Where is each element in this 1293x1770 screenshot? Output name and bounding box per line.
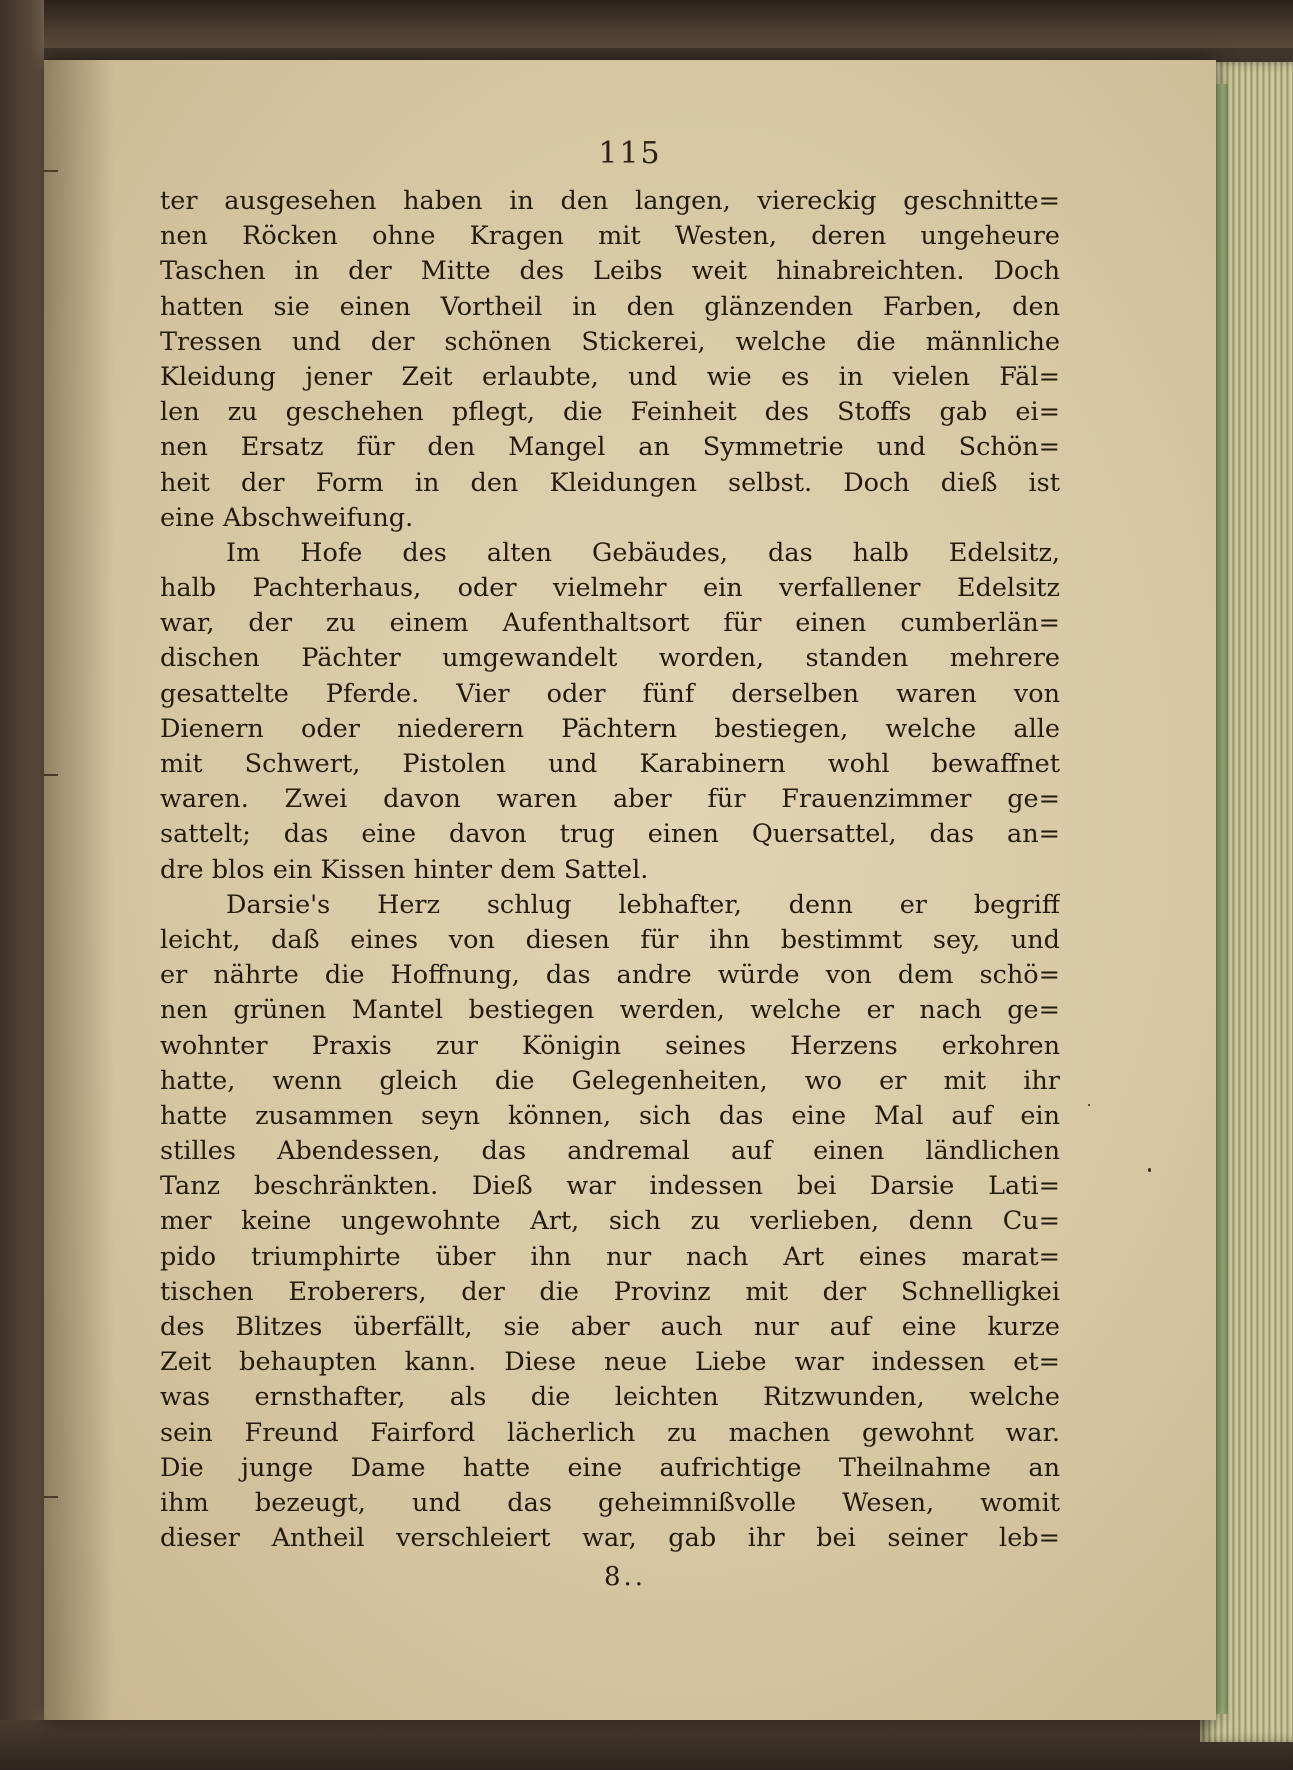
text-line: nen Ersatz für den Mangel an Symmetrie und Schön= (160, 432, 1060, 463)
text-line: hatten sie einen Vortheil in den glänzenden Farben, den (160, 291, 1060, 322)
body-text (160, 184, 1060, 1556)
text-line: heit der Form in den Kleidungen selbst. Doch dieß ist (160, 467, 1060, 498)
text-line: stilles Abendessen, das andremal auf einen ländlichen (160, 1136, 1060, 1167)
margin-tick-mark (44, 1496, 58, 1498)
text-line: eine Abschweifung. (160, 502, 414, 533)
text-line: leicht, daß eines von diesen für ihn bestimmt sey, und (160, 924, 1060, 955)
text-line: Dienern oder niederern Pächtern bestiegen, welche alle (160, 713, 1060, 744)
book-cover-bottom-edge (0, 1720, 1293, 1770)
text-line: des Blitzes überfällt, sie aber auch nur auf eine kurze (160, 1312, 1060, 1342)
text-line: mer keine ungewohnte Art, sich zu verlieben, denn Cu= (160, 1206, 1060, 1237)
text-line: halb Pachterhaus, oder vielmehr ein verfallener Edelsitz (160, 573, 1060, 604)
page-number: 115 (598, 136, 662, 171)
text-line: dieser Antheil verschleiert war, gab ihr bei seiner leb= (160, 1523, 1060, 1554)
text-line: nen grünen Mantel bestiegen werden, welche er nach ge= (160, 995, 1060, 1026)
text-line: pido triumphirte über ihn nur nach Art eines marat= (160, 1241, 1060, 1272)
text-line: len zu geschehen pflegt, die Feinheit des Stoffs gab ei= (160, 397, 1060, 428)
text-line: Tanz beschränkten. Dieß war indessen bei Darsie Lati= (160, 1171, 1060, 1202)
text-line: Im Hofe des alten Gebäudes, das halb Edelsitz, (226, 537, 1060, 568)
text-line: dre blos ein Kissen hinter dem Sattel. (160, 854, 649, 885)
text-line: Kleidung jener Zeit erlaubte, und wie es in vielen Fäl= (160, 361, 1060, 392)
text-line: nen Röcken ohne Kragen mit Westen, deren ungeheure (160, 221, 1060, 252)
text-line: hatte, wenn gleich die Gelegenheiten, wo er mit ihr (160, 1065, 1060, 1096)
ink-speck (1148, 1168, 1151, 1172)
text-line: Zeit behaupten kann. Diese neue Liebe war indessen et= (160, 1347, 1060, 1378)
book-cover-left-edge (0, 0, 44, 1770)
text-line: er nährte die Hoffnung, das andre würde von dem schö= (160, 960, 1060, 991)
signature-mark: 8.. (604, 1562, 647, 1592)
text-line: war, der zu einem Aufenthaltsort für einen cumberlän= (160, 608, 1060, 639)
text-line: dischen Pächter umgewandelt worden, standen mehrere (160, 643, 1060, 674)
text-line: Darsie's Herz schlug lebhafter, denn er begriff (226, 889, 1060, 920)
margin-tick-mark (44, 774, 58, 776)
text-line: ter ausgesehen haben in den langen, viereckig geschnitte= (160, 186, 1060, 216)
text-line: gesattelte Pferde. Vier oder fünf derselben waren von (160, 678, 1060, 709)
book-cover-top-edge (0, 0, 1293, 48)
gutter-shadow (44, 60, 114, 1720)
text-line: waren. Zwei davon waren aber für Frauenzimmer ge= (160, 784, 1060, 815)
text-line: sattelt; das eine davon trug einen Quersattel, das an= (160, 819, 1060, 850)
text-line: hatte zusammen seyn können, sich das eine Mal auf ein (160, 1100, 1060, 1131)
text-line: Tressen und der schönen Stickerei, welche die männliche (160, 326, 1060, 357)
text-line: ihm bezeugt, und das geheimnißvolle Wesen, womit (160, 1487, 1060, 1518)
book-page (44, 60, 1216, 1720)
text-line: mit Schwert, Pistolen und Karabinern wohl bewaffnet (160, 749, 1060, 779)
page-edge-tint (1216, 84, 1228, 1714)
text-line: wohnter Praxis zur Königin seines Herzens erkohren (160, 1030, 1060, 1061)
text-line: Die junge Dame hatte eine aufrichtige Theilnahme an (160, 1452, 1060, 1483)
text-line: was ernsthafter, als die leichten Ritzwunden, welche (160, 1382, 1060, 1413)
text-line: sein Freund Fairford lächerlich zu machen gewohnt war. (160, 1417, 1060, 1448)
text-line: tischen Eroberers, der die Provinz mit der Schnelligkei (160, 1276, 1060, 1307)
text-line: Taschen in der Mitte des Leibs weit hinabreichten. Doch (160, 256, 1060, 287)
ink-speck (1088, 1104, 1090, 1106)
